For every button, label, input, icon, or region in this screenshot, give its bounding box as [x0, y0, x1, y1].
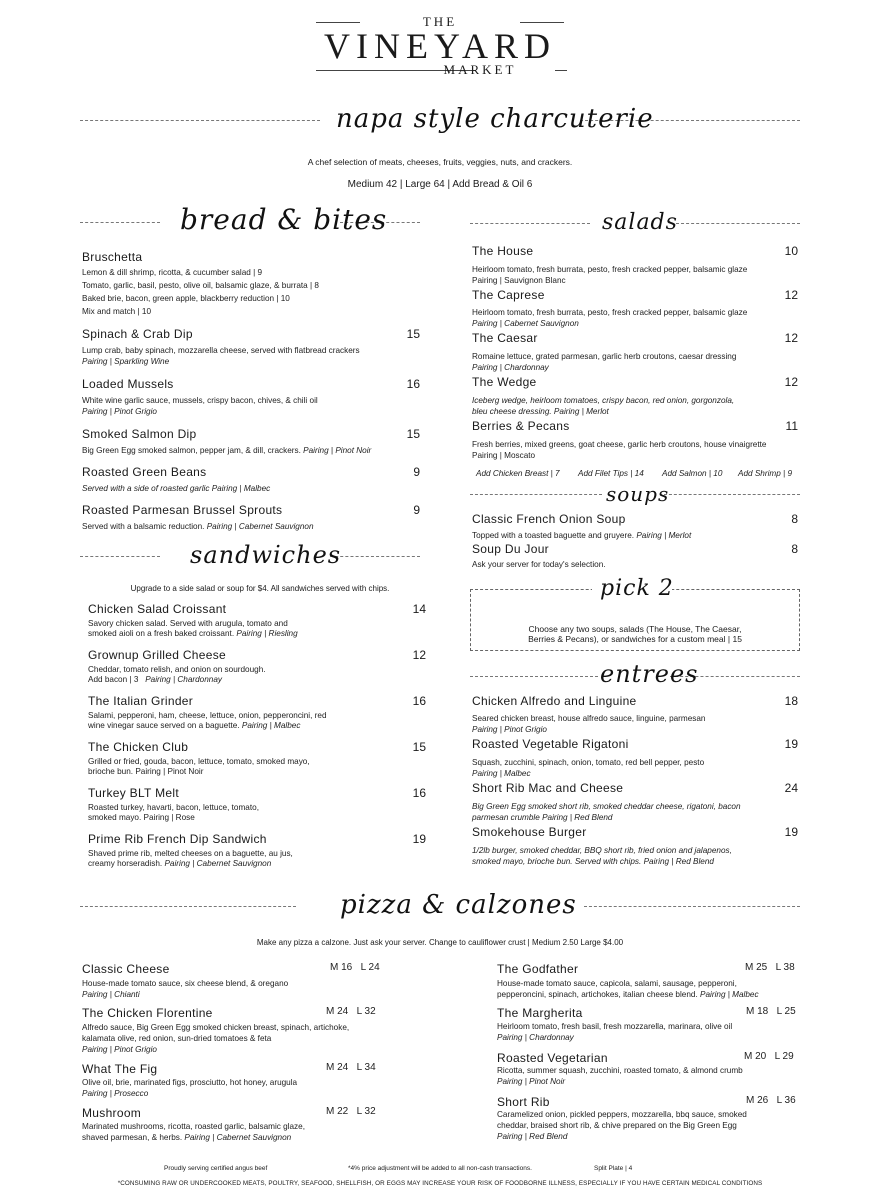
- pairing-text: Pairing | Chardonnay: [145, 675, 222, 684]
- menu-item-desc: [472, 531, 691, 542]
- menu-item-desc: bleu cheese dressing. Pairing | Merlot: [472, 407, 609, 416]
- menu-item-name: Classic Cheese: [82, 962, 170, 976]
- menu-item-desc: Grilled or fried, gouda, bacon, lettuce, tomato, smoked mayo,: [88, 757, 310, 766]
- soups-title: soups: [606, 482, 670, 506]
- menu-item-pairing: Pairing | Pinot Noir: [497, 1077, 566, 1086]
- menu-item-name: Chicken Salad Croissant: [88, 602, 227, 616]
- menu-item-price: 16: [406, 377, 420, 391]
- menu-item-desc: Squash, zucchini, spinach, onion, tomato, red bell pepper, pesto: [472, 758, 705, 767]
- menu-item-pairing: Pairing | Pinot Grigio: [82, 1045, 157, 1054]
- menu-item-desc: Baked brie, bacon, green apple, blackberry reduction | 10: [82, 294, 290, 303]
- menu-item-desc: Served with a side of roasted garlic Pairing | Malbec: [82, 484, 271, 493]
- menu-item-name: Loaded Mussels: [82, 377, 174, 391]
- divider: [664, 494, 800, 495]
- footer-warning: *CONSUMING RAW OR UNDERCOOKED MEATS, POULTRY, SEAFOOD, SHELLFISH, OR EGGS MAY INCREASE YOUR RISK OF FOODBORNE ILLNESS, ESPECIALLY IF YOU HAVE CERTAIN MEDICAL CONDITIONS: [117, 1180, 763, 1187]
- salad-addon: Add Filet Tips | 14: [578, 469, 644, 478]
- menu-item-price: 12: [784, 288, 798, 302]
- menu-item-price: 15: [406, 327, 420, 341]
- menu-item-name: Smokehouse Burger: [472, 825, 587, 839]
- menu-item-desc: Alfredo sauce, Big Green Egg smoked chicken breast, spinach, artichoke,: [82, 1023, 350, 1032]
- menu-item-name: The Godfather: [497, 962, 579, 976]
- menu-item-price: 24: [784, 781, 798, 795]
- desc-text: wine vinegar sauce served on a baguette.: [88, 721, 240, 730]
- menu-item-name: What The Fig: [82, 1062, 158, 1076]
- menu-item-price: 9: [413, 503, 420, 517]
- menu-item-desc: [88, 859, 271, 870]
- divider: [80, 556, 160, 557]
- footer-right: Split Plate | 4: [594, 1165, 633, 1172]
- menu-item-pairing: Pairing | Chianti: [82, 990, 140, 999]
- menu-item-price: 8: [791, 542, 798, 556]
- menu-item-desc: Tomato, garlic, basil, pesto, olive oil, balsamic glaze, & burrata | 8: [82, 281, 319, 290]
- menu-item-desc: parmesan crumble Pairing | Red Blend: [472, 813, 613, 822]
- menu-item-price: 9: [413, 465, 420, 479]
- menu-item-pairing: Pairing | Chardonnay: [472, 363, 549, 372]
- menu-item-desc: brioche bun. Pairing | Pinot Noir: [88, 767, 204, 776]
- menu-item-price: 10: [784, 244, 798, 258]
- salad-addon: Add Shrimp | 9: [738, 469, 793, 478]
- menu-item-pairing: Pairing | Cabernet Sauvignon: [472, 319, 579, 328]
- menu-item-price: 8: [791, 512, 798, 526]
- menu-item-price: 14: [412, 602, 426, 616]
- pairing-text: Pairing | Cabernet Sauvignon: [164, 859, 272, 868]
- menu-item-desc: Iceberg wedge, heirloom tomatoes, crispy bacon, red onion, gorgonzola,: [472, 396, 735, 405]
- pick-two-line: Choose any two soups, salads (The House, The Caesar,: [528, 624, 742, 634]
- divider: [676, 223, 800, 224]
- menu-item-desc: cheddar, braised short rib, & chive prepared on the Big Green Egg: [497, 1121, 737, 1130]
- menu-item-name: Roasted Parmesan Brussel Sprouts: [82, 503, 283, 517]
- menu-item-name: The Italian Grinder: [88, 694, 194, 708]
- menu-item-price: 19: [412, 832, 426, 846]
- menu-item-name: Smoked Salmon Dip: [82, 427, 197, 441]
- pick-two-title: pick 2: [600, 576, 674, 601]
- footer-left: Proudly serving certified angus beef: [164, 1165, 268, 1172]
- menu-item-desc: Olive oil, brie, marinated figs, prosciutto, hot honey, arugula: [82, 1078, 298, 1087]
- menu-item-name: The Chicken Florentine: [82, 1006, 213, 1020]
- divider: [80, 906, 296, 907]
- menu-item-name: The House: [472, 244, 534, 258]
- menu-item-desc: Ask your server for today's selection.: [472, 560, 606, 569]
- menu-item-desc: Fresh berries, mixed greens, goat cheese, garlic herb croutons, house vinaigrette: [472, 440, 767, 449]
- menu-item-desc: Lump crab, baby spinach, mozzarella cheese, served with flatbread crackers: [82, 346, 360, 355]
- menu-item-desc: Roasted turkey, havarti, bacon, lettuce, tomato,: [88, 803, 259, 812]
- divider: [470, 494, 602, 495]
- menu-item-price: 19: [784, 825, 798, 839]
- menu-item-name: Grownup Grilled Cheese: [88, 648, 226, 662]
- menu-item-desc: [88, 675, 222, 686]
- menu-item-desc: 1/2lb burger, smoked cheddar, BBQ short rib, fried onion and jalapenos,: [472, 846, 732, 855]
- menu-item-price: 12: [412, 648, 426, 662]
- bread-bites-title: bread & bites: [180, 203, 388, 236]
- pairing-text: Pairing | Cabernet Sauvignon: [206, 522, 314, 531]
- menu-item-desc: Heirloom tomato, fresh burrata, pesto, fresh cracked pepper, balsamic glaze: [472, 265, 748, 274]
- menu-item-pairing: Pairing | Malbec: [472, 769, 531, 778]
- charcuterie-desc: A chef selection of meats, cheeses, fruits, veggies, nuts, and crackers.: [307, 157, 573, 167]
- pairing-text: Pairing | Cabernet Sauvignon: [184, 1133, 292, 1142]
- menu-item-desc: [82, 522, 314, 533]
- menu-item-desc: [88, 629, 298, 640]
- divider: [470, 676, 598, 677]
- desc-text: Served with a balsamic reduction.: [82, 522, 205, 531]
- menu-item-desc: Heirloom tomato, fresh burrata, pesto, fresh cracked pepper, balsamic glaze: [472, 308, 748, 317]
- menu-item-price: 12: [784, 375, 798, 389]
- menu-item-pairing: Pairing | Chardonnay: [497, 1033, 574, 1042]
- menu-item-name: The Chicken Club: [88, 740, 189, 754]
- menu-item-desc: smoked mayo. Pairing | Rose: [88, 813, 195, 822]
- menu-item-desc: House-made tomato sauce, six cheese blend, & oregano: [82, 979, 289, 988]
- footer-mid: *4% price adjustment will be added to all non-cash transactions.: [348, 1165, 532, 1172]
- menu-item-desc: Marinated mushrooms, ricotta, roasted garlic, balsamic glaze,: [82, 1122, 305, 1131]
- divider: [330, 556, 420, 557]
- menu-item-price: M 24 L 32: [326, 1006, 376, 1017]
- menu-item-desc: Cheddar, tomato relish, and onion on sourdough.: [88, 665, 266, 674]
- menu-item-pairing: Pairing | Red Blend: [497, 1132, 568, 1141]
- menu-item-desc: [88, 721, 300, 732]
- logo-rule: [316, 22, 360, 23]
- desc-text: Topped with a toasted baguette and gruyere.: [472, 531, 635, 540]
- menu-item-desc: Shaved prime rib, melted cheeses on a baguette, au jus,: [88, 849, 293, 858]
- menu-item-price: 18: [784, 694, 798, 708]
- menu-item-name: Bruschetta: [82, 250, 143, 264]
- menu-item-desc: Seared chicken breast, house alfredo sauce, linguine, parmesan: [472, 714, 706, 723]
- salad-addon: Add Chicken Breast | 7: [476, 469, 560, 478]
- divider: [80, 120, 320, 121]
- desc-text: smoked aioli on a fresh baked croissant.: [88, 629, 235, 638]
- menu-item-name: The Wedge: [472, 375, 537, 389]
- menu-item-name: Roasted Vegetarian: [497, 1051, 608, 1065]
- menu-item-desc: kalamata olive, red onion, sun-dried tomatoes & feta: [82, 1034, 272, 1043]
- menu-item-name: Roasted Vegetable Rigatoni: [472, 737, 629, 751]
- menu-item-price: 16: [412, 694, 426, 708]
- logo-bottom-text: MARKET: [443, 62, 517, 77]
- menu-item-desc: Mix and match | 10: [82, 307, 152, 316]
- menu-item-desc: Big Green Egg smoked short rib, smoked cheddar cheese, rigatoni, bacon: [472, 802, 741, 811]
- sandwiches-note: Upgrade to a side salad or soup for $4. All sandwiches served with chips.: [130, 584, 390, 593]
- entrees-title: entrees: [600, 660, 699, 688]
- menu-item-desc: Pairing | Moscato: [472, 451, 536, 460]
- menu-item-price: 15: [412, 740, 426, 754]
- menu-item-desc: Pairing | Sauvignon Blanc: [472, 276, 566, 285]
- menu-item-name: Soup Du Jour: [472, 542, 549, 556]
- menu-item-name: Classic French Onion Soup: [472, 512, 626, 526]
- menu-item-name: Mushroom: [82, 1106, 142, 1120]
- pairing-text: Pairing | Pinot Noir: [303, 446, 372, 455]
- desc-text: pepperoncini, spinach, artichokes, italian cheese blend.: [497, 990, 698, 999]
- logo-top-text: THE: [422, 14, 458, 29]
- menu-item-price: 11: [785, 419, 798, 433]
- pairing-text: Pairing | Riesling: [236, 629, 298, 638]
- charcuterie-prices: Medium 42 | Large 64 | Add Bread & Oil 6: [347, 179, 533, 190]
- menu-item-name: The Margherita: [497, 1006, 583, 1020]
- salads-title: salads: [602, 210, 678, 235]
- menu-item-desc: Salami, pepperoni, ham, cheese, lettuce, onion, pepperoncini, red: [88, 711, 327, 720]
- menu-item-desc: [82, 446, 371, 457]
- menu-item-name: Spinach & Crab Dip: [82, 327, 193, 341]
- menu-item-desc: Savory chicken salad. Served with arugula, tomato and: [88, 619, 288, 628]
- pairing-text: Pairing | Malbec: [241, 721, 301, 730]
- divider: [470, 223, 590, 224]
- menu-item-desc: Ricotta, summer squash, zucchini, roasted tomato, & almond crumb: [497, 1066, 743, 1075]
- menu-item-desc: Heirloom tomato, fresh basil, fresh mozzarella, marinara, olive oil: [497, 1022, 733, 1031]
- menu-item-price: 12: [784, 331, 798, 345]
- menu-item-desc: Caramelized onion, pickled peppers, mozzarella, bbq sauce, smoked: [497, 1110, 747, 1119]
- menu-item-name: Roasted Green Beans: [82, 465, 207, 479]
- menu-item-desc: Lemon & dill shrimp, ricotta, & cucumber salad | 9: [82, 268, 263, 277]
- menu-item-name: The Caesar: [472, 331, 538, 345]
- pizza-title: pizza & calzones: [340, 890, 577, 920]
- menu-item-pairing: Pairing | Sparkling Wine: [82, 357, 170, 366]
- pairing-text: Pairing | Malbec: [700, 990, 759, 999]
- desc-text: creamy horseradish.: [88, 859, 163, 868]
- menu-item-desc: Romaine lettuce, grated parmesan, garlic herb croutons, caesar dressing: [472, 352, 737, 361]
- menu-item-price: M 18 L 25: [746, 1006, 796, 1017]
- menu-item-name: Short Rib: [497, 1095, 550, 1109]
- menu-item-desc: [497, 990, 759, 1001]
- pick-two-line: Berries & Pecans), or sandwiches for a custom meal | 15: [528, 634, 742, 644]
- menu-item-price: M 16 L 24: [330, 962, 380, 973]
- menu-item-price: 15: [406, 427, 420, 441]
- menu-item-desc: smoked mayo, brioche bun. Served with chips. Pairing | Red Blend: [472, 857, 714, 866]
- menu-item-name: Prime Rib French Dip Sandwich: [88, 832, 267, 846]
- menu-item-pairing: Pairing | Pinot Grigio: [472, 725, 547, 734]
- logo-main-text: VINEYARD: [324, 26, 556, 66]
- menu-item-pairing: Pairing | Pinot Grigio: [82, 407, 157, 416]
- menu-item-price: M 20 L 29: [744, 1051, 794, 1062]
- charcuterie-title: napa style charcuterie: [336, 104, 654, 134]
- menu-item-price: 16: [412, 786, 426, 800]
- menu-item-price: M 24 L 34: [326, 1062, 376, 1073]
- menu-item-price: 19: [784, 737, 798, 751]
- menu-item-name: Chicken Alfredo and Linguine: [472, 694, 637, 708]
- desc-text: Add bacon | 3: [88, 675, 139, 684]
- menu-item-name: Berries & Pecans: [472, 419, 570, 433]
- menu-item-desc: White wine garlic sauce, mussels, crispy bacon, chives, & chili oil: [82, 396, 318, 405]
- salad-addon: Add Salmon | 10: [662, 469, 723, 478]
- pizza-note: Make any pizza a calzone. Just ask your server. Change to cauliflower crust | Medium 2.50 Large $4.00: [256, 938, 624, 947]
- menu-item-price: M 26 L 36: [746, 1095, 796, 1106]
- desc-text: Big Green Egg smoked salmon, pepper jam, & dill, crackers.: [82, 446, 301, 455]
- menu-item-desc: [82, 1133, 291, 1144]
- logo-rule: [520, 22, 564, 23]
- menu-item-name: Short Rib Mac and Cheese: [472, 781, 624, 795]
- menu-item-name: The Caprese: [472, 288, 545, 302]
- menu-item-name: Turkey BLT Melt: [88, 786, 179, 800]
- menu-item-pairing: Pairing | Prosecco: [82, 1089, 149, 1098]
- menu-item-desc: House-made tomato sauce, capicola, salami, sausage, pepperoni,: [497, 979, 737, 988]
- menu-item-price: M 25 L 38: [745, 962, 795, 973]
- sandwiches-title: sandwiches: [190, 541, 342, 569]
- divider: [584, 906, 800, 907]
- desc-text: shaved parmesan, & herbs.: [82, 1133, 183, 1142]
- divider: [80, 222, 160, 223]
- pairing-text: Pairing | Merlot: [636, 531, 692, 540]
- menu-item-price: M 22 L 32: [326, 1106, 376, 1117]
